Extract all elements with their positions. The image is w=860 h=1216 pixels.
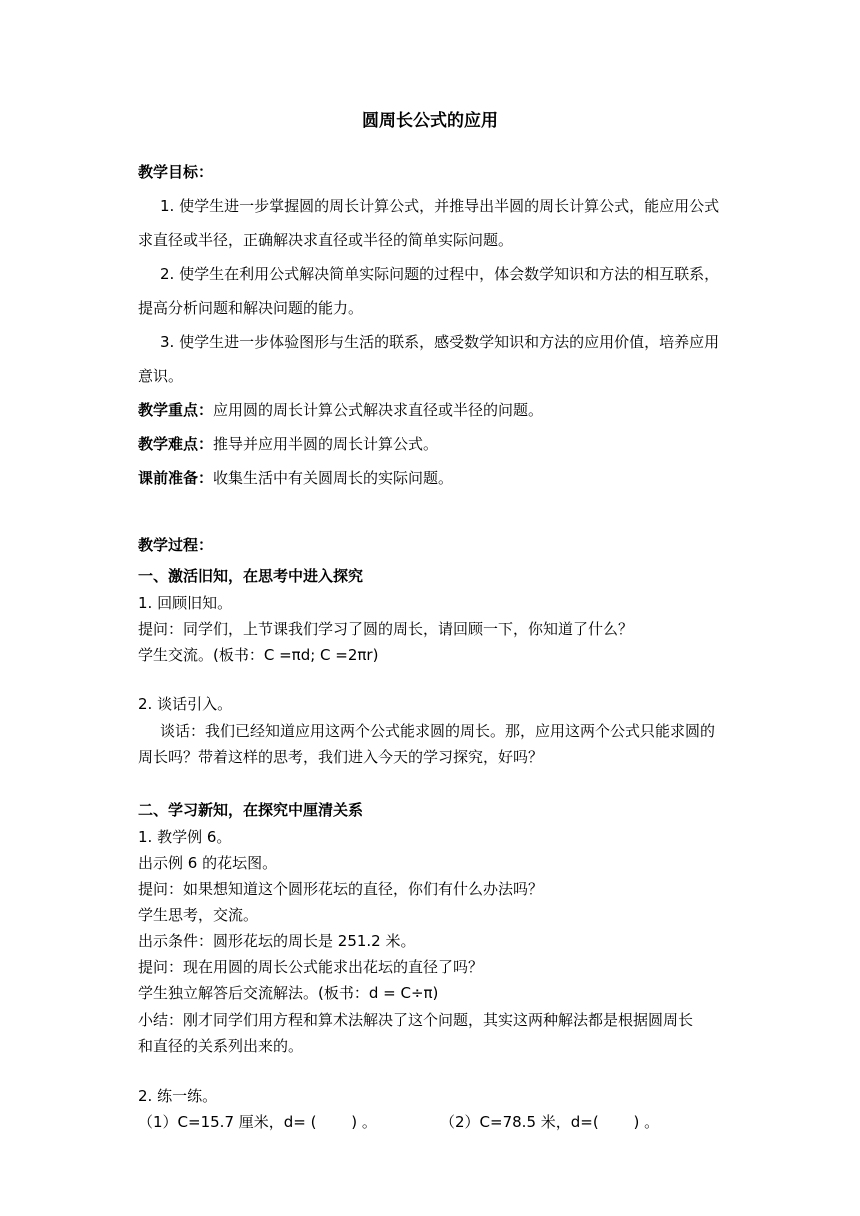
section1-line: 周长吗？带着这样的思考，我们进入今天的学习探究，好吗？ [138, 748, 544, 766]
objective-2-line-2: 提高分析问题和解决问题的能力。 [138, 299, 364, 317]
section2-line: 出示例 6 的花坛图。 [138, 854, 278, 872]
section1-line: 提问：同学们，上节课我们学习了圆的周长，请回顾一下，你知道了什么？ [138, 620, 634, 638]
key-point-text: 应用圆的周长计算公式解决求直径或半径的问题。 [213, 401, 544, 419]
section2-line: 提问：现在用圆的周长公式能求出花坛的直径了吗？ [138, 958, 484, 976]
section1-line: 1. 回顾旧知。 [138, 594, 233, 612]
difficulty-label: 教学难点： [138, 435, 214, 453]
difficulty-line [138, 434, 438, 454]
process-heading: 教学过程： [138, 536, 214, 554]
page-title: 圆周长公式的应用 [362, 111, 498, 131]
preparation-line [138, 468, 453, 488]
section2-line: 提问：如果想知道这个圆形花坛的直径，你们有什么办法吗？ [138, 880, 544, 898]
exercise-1: （1）C=15.7 厘米，d= ( ) 。 [138, 1113, 377, 1131]
section2-line: 1. 教学例 6。 [138, 828, 232, 846]
preparation-label: 课前准备： [138, 469, 214, 487]
section2-line: 和直径的关系列出来的。 [138, 1037, 304, 1055]
preparation-text: 收集生活中有关圆周长的实际问题。 [213, 469, 454, 487]
section2-line: 学生独立解答后交流解法。(板书：d = C÷π) [138, 984, 439, 1002]
section2-line: 学生思考，交流。 [138, 906, 259, 924]
objective-1-line-2: 求直径或半径，正确解决求直径或半径的简单实际问题。 [138, 231, 514, 249]
section2-line: 出示条件：圆形花坛的周长是 251.2 米。 [138, 932, 416, 950]
objective-2-line-1: 2. 使学生在利用公式解决简单实际问题的过程中，体会数学知识和方法的相互联系， [160, 265, 720, 283]
section1-line: 学生交流。(板书：C =πd; C =2πr) [138, 646, 379, 664]
difficulty-text: 推导并应用半圆的周长计算公式。 [213, 435, 439, 453]
section2-line: 小结：刚才同学们用方程和算术法解决了这个问题，其实这两种解法都是根据圆周长 [138, 1011, 694, 1029]
section1-line: 谈话：我们已经知道应用这两个公式能求圆的周长。那，应用这两个公式只能求圆的 [160, 722, 716, 740]
key-point-line [138, 400, 543, 420]
section2-line: 2. 练一练。 [138, 1087, 218, 1105]
section2-heading: 二、学习新知，在探究中厘清关系 [138, 801, 364, 819]
objective-3-line-2: 意识。 [138, 367, 184, 385]
objective-3-line-1: 3. 使学生进一步体验图形与生活的联系，感受数学知识和方法的应用价值，培养应用 [160, 333, 720, 351]
section1-heading: 一、激活旧知，在思考中进入探究 [138, 567, 364, 585]
section1-line: 2. 谈话引入。 [138, 695, 233, 713]
key-point-label: 教学重点： [138, 401, 214, 419]
exercise-2: （2）C=78.5 米，d=( ) 。 [440, 1113, 660, 1131]
objective-1-line-1: 1. 使学生进一步掌握圆的周长计算公式，并推导出半圆的周长计算公式，能应用公式 [160, 197, 720, 215]
objectives-heading: 教学目标： [138, 163, 214, 181]
